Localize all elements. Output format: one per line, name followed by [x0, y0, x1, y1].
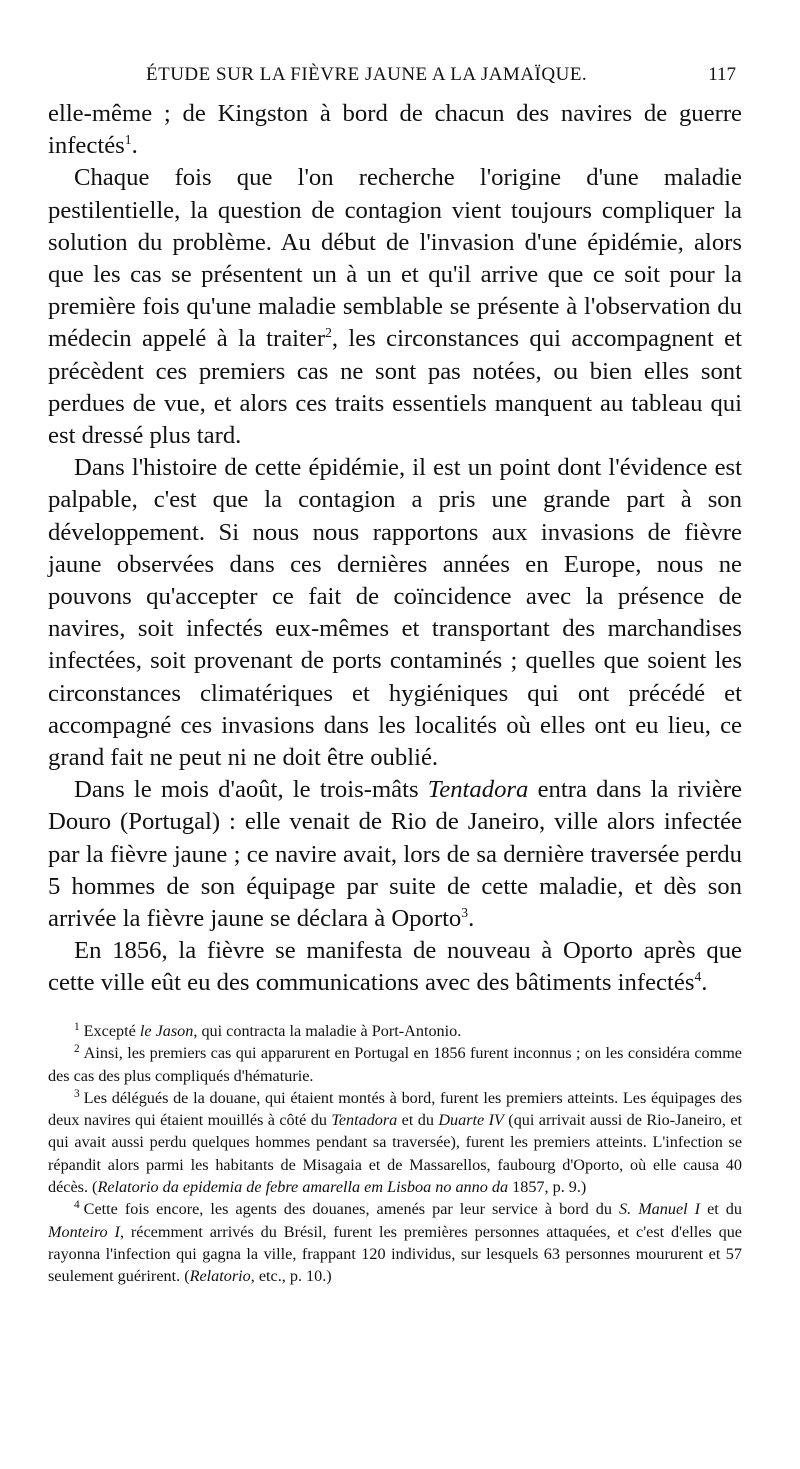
paragraph-3: Dans l'histoire de cette épidémie, il est un point dont l'évidence est palpable, c'est que la contagion a pris une grande part à son développement. Si nous nous rapportons aux invasions de fièvre jaune observées dans ces dernières années en Europe, nous ne pouvons qu'accepter ce fait de coïncidence avec la présence de navires, soit infectés eux-mêmes et transportant des marchandises infectées, soit provenant de ports contaminés ; quelles que soient les circonstances climatériques et hygiéniques qui ont précédé et accompagné ces invasions dans les localités où elles ont eu lieu, ce grand fait ne peut ni ne doit être oublié. — [48, 454, 742, 772]
footnote-4-italic-1: S. Manuel I — [619, 1200, 701, 1219]
footnote-3-number: 3 — [74, 1087, 80, 1100]
footnotes — [48, 1020, 742, 1288]
paragraph-5-text: En 1856, la fièvre se manifesta de nouveau à Oporto après que cette ville eût eu des communications avec des bâtiments infectés — [48, 937, 742, 997]
footnote-1-text-b: , qui contracta la maladie à Port-Antonio. — [193, 1022, 462, 1040]
paragraph-4 — [48, 774, 742, 935]
paragraph-1 — [48, 98, 742, 162]
footnote-ref-3: 3 — [461, 904, 469, 920]
paragraph-2 — [48, 162, 742, 452]
paragraph-1-end: . — [131, 132, 138, 160]
ship-name-tentadora: Tentadora — [427, 776, 529, 804]
footnote-2 — [48, 1042, 742, 1087]
paragraph-4-end: . — [468, 905, 475, 933]
footnote-4-italic-3: Relatorio — [189, 1267, 251, 1286]
main-text — [48, 98, 742, 1000]
footnote-ref-4: 4 — [694, 969, 702, 985]
footnote-3-italic-3: Relatorio da epidemia de febre amarella em Lisboa no anno da — [97, 1178, 509, 1197]
footnote-ref-1: 1 — [124, 131, 132, 147]
footnote-3 — [48, 1087, 742, 1198]
footnote-1-text-a: Excepté — [83, 1022, 140, 1040]
footnote-3-italic-1: Tentadora — [331, 1111, 398, 1130]
footnote-4 — [48, 1198, 742, 1287]
paragraph-2-text-b: , les circonstances qui accompagnent et précèdent ces premiers cas ne sont pas notées, ou bien elles sont perdues de vue, et alors ces traits essentiels manquent au tableau qui est dressé plus tard. — [48, 325, 742, 450]
paragraph-2-text-a: Chaque fois que l'on recherche l'origine d'une maladie pestilentielle, la question de contagion vient toujours compliquer la solution du problème. Au début de l'invasion d'une épidémie, alors que les cas se présentent un à un et qu'il arrive que ce soit pour la première fois qu'une maladie semblable se présente à l'observation du médecin appelé à la traiter — [48, 164, 742, 353]
footnote-3-italic-2: Duarte IV — [438, 1111, 504, 1130]
page-number: 117 — [708, 64, 736, 85]
footnote-3-text-a: Les délégués de la douane, qui étaient montés à bord, furent les premiers atteints. Les équipages des deux navires qui étaient mouillés à côté du — [48, 1088, 742, 1130]
paragraph-4-text-b: entra dans la rivière Douro (Portugal) : elle venait de Rio de Janeiro, ville alors infectée par la fièvre jaune ; ce navire avait, lors de sa dernière traversée perdu 5 hommes de son équipage par suite de cette maladie, et dès son arrivée la fièvre jaune se déclara à Oporto — [48, 776, 743, 933]
footnote-3-text-d: 1857, p. 9.) — [508, 1178, 587, 1197]
footnote-3-text-c: (qui arrivait aussi de Rio-Janeiro, et qui avait aussi perdu quelques hommes pendant sa traversée), furent les premiers atteints. L'infection se répandit alors parmi les habitants de Misagaia et de Massarellos, faubourg d'Oporto, où elle causa 40 décès. ( — [48, 1111, 743, 1197]
footnote-3-text-b: et du — [397, 1111, 439, 1130]
footnote-4-text-d: , etc., p. 10.) — [250, 1267, 332, 1286]
running-header — [58, 64, 742, 96]
footnote-4-number: 4 — [74, 1198, 80, 1211]
paragraph-4-text-a: Dans le mois d'août, le trois-mâts — [74, 776, 428, 804]
paragraph-5 — [48, 935, 742, 999]
footnote-4-text-b: et du — [700, 1200, 742, 1219]
footnote-4-text-c: , récemment arrivés du Brésil, furent les premières personnes attaquées, et c'est d'elles que rayonna l'infection qui gagna la ville, frappant 120 individus, sur lesquels 63 personnes moururent et 57 seulement guérirent. ( — [48, 1222, 742, 1286]
footnote-ref-2: 2 — [325, 325, 332, 341]
footnote-2-text: Ainsi, les premiers cas qui apparurent en Portugal en 1856 furent inconnus ; on les considéra comme des cas des plus compliqués d'hématurie. — [48, 1044, 742, 1085]
footnote-1-italic: le Jason — [139, 1022, 194, 1040]
running-title: ÉTUDE SUR LA FIÈVRE JAUNE A LA JAMAÏQUE. — [146, 64, 588, 85]
footnote-4-text-a: Cette fois encore, les agents des douanes, amenés par leur service à bord du — [83, 1200, 620, 1219]
footnote-1 — [48, 1020, 742, 1042]
footnote-4-italic-2: Monteiro I — [48, 1222, 120, 1241]
paragraph-5-end: . — [701, 969, 708, 997]
footnote-1-number: 1 — [74, 1020, 80, 1033]
footnote-2-number: 2 — [74, 1042, 80, 1055]
paragraph-1-text: elle-même ; de Kingston à bord de chacun des navires de guerre infectés — [48, 100, 742, 160]
